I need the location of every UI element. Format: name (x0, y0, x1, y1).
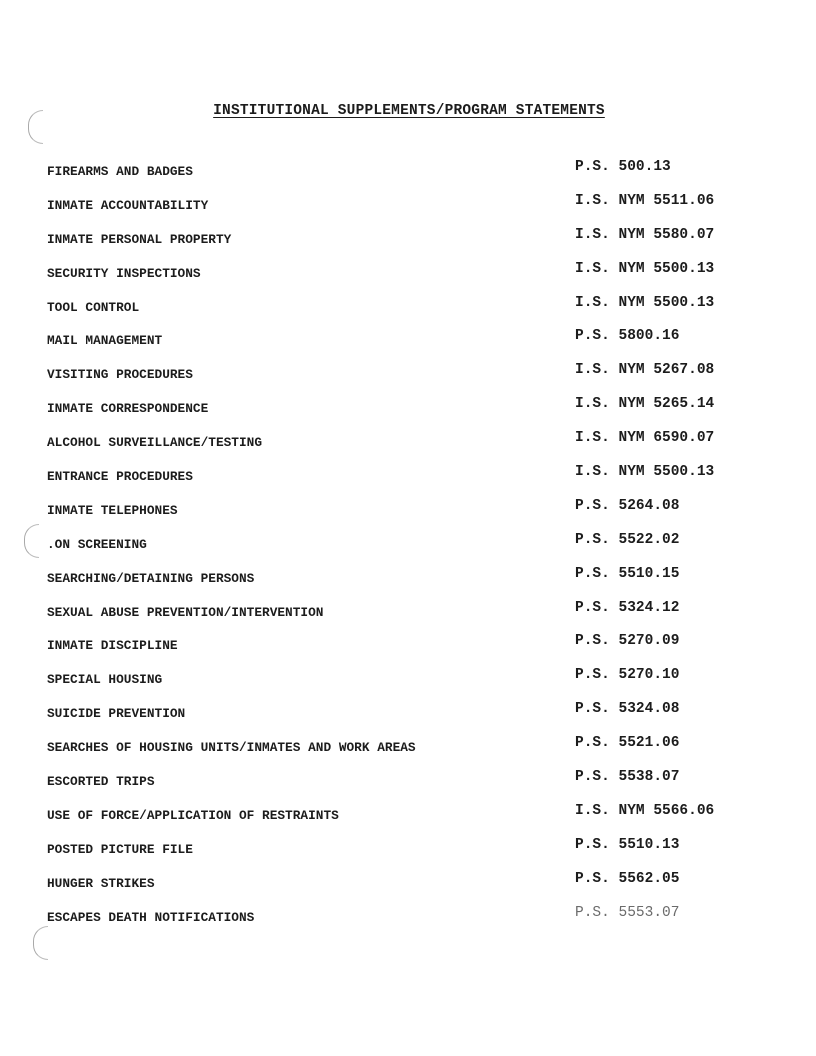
list-item (0, 803, 816, 837)
list-item (0, 566, 816, 600)
policy-code: P.S. 5562.05 (575, 870, 680, 887)
policy-code: P.S. 5270.10 (575, 667, 680, 684)
policy-code: I.S. NYM 5267.08 (575, 362, 715, 379)
policy-code: P.S. 5324.08 (575, 701, 680, 718)
list-item (0, 295, 816, 329)
policy-code: I.S. NYM 5580.07 (575, 226, 715, 243)
policy-name: INMATE CORRESPONDENCE (47, 401, 209, 417)
list-item (0, 735, 816, 769)
policy-name: HUNGER STRIKES (47, 875, 155, 891)
list-item (0, 464, 816, 498)
policy-name: VISITING PROCEDURES (47, 367, 193, 383)
list-item (0, 498, 816, 532)
policy-name: INMATE TELEPHONES (47, 502, 178, 518)
list-item (0, 159, 816, 193)
list-item (0, 227, 816, 261)
policy-code: P.S. 5324.12 (575, 599, 680, 616)
page-title: INSTITUTIONAL SUPPLEMENTS/PROGRAM STATEMENTS (213, 103, 605, 119)
list-item (0, 396, 816, 430)
policy-code: I.S. NYM 6590.07 (575, 430, 715, 447)
policy-name: SEARCHING/DETAINING PERSONS (47, 570, 255, 586)
policy-name: SUICIDE PREVENTION (47, 706, 186, 722)
policy-code: I.S. NYM 5500.13 (575, 294, 715, 311)
policy-code: P.S. 5522.02 (575, 531, 680, 548)
policy-name: TOOL CONTROL (47, 299, 140, 315)
policy-name: MAIL MANAGEMENT (47, 333, 163, 349)
policy-name: SPECIAL HOUSING (47, 672, 163, 688)
list-item (0, 667, 816, 701)
list-item (0, 532, 816, 566)
list-item (0, 769, 816, 803)
policy-code: I.S. NYM 5500.13 (575, 464, 715, 481)
policy-code: P.S. 5800.16 (575, 328, 680, 345)
policy-name: ALCOHOL SURVEILLANCE/TESTING (47, 435, 263, 451)
list-item (0, 905, 816, 939)
policy-name: INMATE ACCOUNTABILITY (47, 197, 209, 213)
policy-code: I.S. NYM 5511.06 (575, 192, 715, 209)
policy-name: FIREARMS AND BADGES (47, 164, 193, 179)
list-item (0, 701, 816, 735)
list-item (0, 261, 816, 295)
policy-code: I.S. NYM 5500.13 (575, 260, 715, 277)
policy-name: SEARCHES OF HOUSING UNITS/INMATES AND WORK AREAS (47, 740, 416, 756)
list-item (0, 633, 816, 667)
policy-code: P.S. 5510.15 (575, 565, 680, 582)
policy-code: P.S. 5521.06 (575, 735, 680, 752)
policy-code: P.S. 5270.09 (575, 633, 680, 650)
policy-code: P.S. 5553.07 (575, 904, 680, 921)
policy-code: P.S. 5538.07 (575, 769, 680, 786)
policy-name: POSTED PICTURE FILE (47, 841, 193, 857)
policy-name: INMATE DISCIPLINE (47, 638, 178, 654)
policy-name: ENTRANCE PROCEDURES (47, 469, 193, 485)
list-item (0, 600, 816, 634)
policy-code: P.S. 500.13 (575, 159, 671, 175)
list-item (0, 328, 816, 362)
policy-code: I.S. NYM 5566.06 (575, 802, 715, 819)
policy-code: P.S. 5510.13 (575, 836, 680, 853)
list-item (0, 871, 816, 905)
policy-code: P.S. 5264.08 (575, 497, 680, 514)
list-item (0, 362, 816, 396)
list-item (0, 837, 816, 871)
policy-name: SECURITY INSPECTIONS (47, 265, 201, 281)
policy-name: .ON SCREENING (47, 536, 147, 552)
list-item (0, 193, 816, 227)
list-item (0, 430, 816, 464)
policy-name: ESCAPES DEATH NOTIFICATIONS (47, 909, 255, 925)
policy-name: USE OF FORCE/APPLICATION OF RESTRAINTS (47, 807, 339, 823)
policy-name: ESCORTED TRIPS (47, 774, 155, 790)
policy-list (0, 159, 816, 938)
policy-code: I.S. NYM 5265.14 (575, 396, 715, 413)
policy-name: SEXUAL ABUSE PREVENTION/INTERVENTION (47, 604, 324, 620)
policy-name: INMATE PERSONAL PROPERTY (47, 231, 232, 247)
